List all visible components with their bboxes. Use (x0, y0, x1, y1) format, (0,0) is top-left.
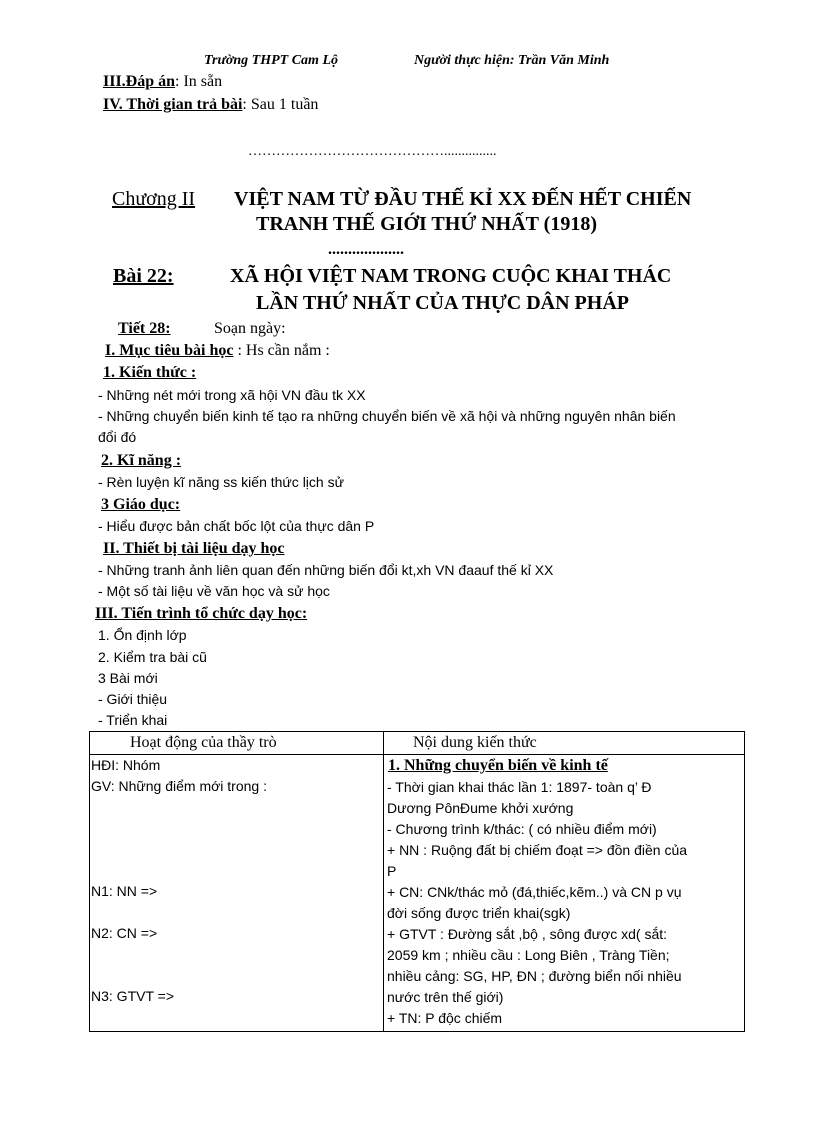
content-line: P (387, 863, 397, 879)
content-line: - Thời gian khai thác lần 1: 1897- toàn q’ Đ (387, 779, 652, 795)
knowledge-item: - Những nét mới trong xã hội VN đầu tk XX (98, 387, 366, 403)
objectives-line (105, 342, 330, 360)
prep-date: Soạn ngày: (214, 320, 286, 337)
knowledge-item: - Những chuyển biến kinh tế tạo ra những chuyển biến về xã hội và những nguyên nhân biến (98, 408, 676, 424)
education-item: - Hiểu được bản chất bốc lột của thực dân P (98, 518, 375, 534)
divider-dots: ……………………………………............... (248, 144, 497, 159)
chapter-label: Chương II (112, 188, 196, 210)
activity-line: N2: CN => (91, 925, 158, 941)
activity-line: GV: Những điểm mới trong : (91, 778, 267, 794)
activity-line (90, 902, 383, 923)
process-step: 3 Bài mới (98, 670, 158, 686)
table-header-cell (90, 732, 384, 755)
materials-item: - Những tranh ảnh liên quan đến những biến đổi kt,xh VN đaauf thế kỉ XX (98, 562, 554, 578)
content-line: - Chương trình k/thác: ( có nhiều điểm mới) (387, 821, 657, 837)
objectives-suffix: : Hs cần nắm : (233, 342, 330, 359)
process-sub-item: - Giới thiệu (98, 691, 168, 707)
activity-line: HĐI: Nhóm (91, 757, 161, 773)
activity-line (90, 944, 383, 965)
skills-item: - Rèn luyện kĩ năng ss kiến thức lịch sử (98, 474, 344, 490)
content-line: 2059 km ; nhiều cầu : Long Biên , Tràng Tiền; (387, 947, 670, 963)
return-time-value: : Sau 1 tuần (242, 96, 319, 113)
answer-label: III.Đáp án (103, 73, 176, 90)
materials-heading: II. Thiết bị tài liệu dạy học (103, 540, 285, 557)
chapter-title-line1: VIỆT NAM TỪ ĐẦU THẾ KỈ XX ĐẾN HẾT CHIẾN (234, 188, 692, 210)
lesson-label: Bài 22: (113, 265, 174, 287)
knowledge-item: đổi đó (98, 429, 137, 445)
chapter-dots: ................... (328, 241, 404, 258)
objectives-heading: I. Mục tiêu bài học (105, 342, 234, 359)
content-line: Dương PônĐume khởi xướng (387, 800, 574, 816)
content-line: đời sống được triển khai(sgk) (387, 905, 571, 921)
process-sub-item: - Triển khai (98, 712, 168, 728)
process-heading: III. Tiến trình tổ chức dạy học: (95, 605, 308, 622)
answer-value: : In sẵn (175, 73, 223, 90)
process-step: 1. Ổn định lớp (98, 627, 187, 643)
chapter-title-line2: TRANH THẾ GIỚI THỨ NHẤT (1918) (256, 213, 597, 235)
return-time-label: IV. Thời gian trả bài (103, 96, 243, 113)
table-row (90, 755, 745, 1032)
content-line: + NN : Ruộng đất bị chiếm đoạt => đồn điền của (387, 842, 688, 858)
col2-header: Nội dung kiến thức (413, 734, 537, 751)
content-line: nhiều cảng: SG, HP, ĐN ; đường biển nối nhiều (387, 968, 682, 984)
education-heading: 3 Giáo dục: (101, 496, 181, 513)
process-step: 2. Kiểm tra bài cũ (98, 649, 207, 665)
return-time-line (103, 96, 318, 114)
content-line: + GTVT : Đường sắt ,bộ , sông được xd( sắt: (387, 926, 668, 942)
lesson-title-line2: LẦN THỨ NHẤT CỦA THỰC DÂN PHÁP (256, 292, 629, 314)
activity-cell (90, 755, 384, 1032)
activity-line: N1: NN => (91, 883, 158, 899)
knowledge-heading: 1. Kiến thức : (103, 364, 197, 381)
activity-line (90, 797, 383, 818)
school-name: Trường THPT Cam Lộ (204, 53, 338, 68)
lesson-title-line1: XÃ HỘI VIỆT NAM TRONG CUỘC KHAI THÁC (230, 265, 672, 287)
content-heading: 1. Những chuyển biến về kinh tế (388, 757, 608, 774)
activity-line (90, 818, 383, 839)
content-line: nước trên thế giới) (387, 989, 504, 1005)
skills-heading: 2. Kĩ năng : (101, 452, 182, 469)
materials-item: - Một số tài liệu về văn học và sử học (98, 583, 330, 599)
answer-line (103, 73, 222, 91)
lesson-table (89, 731, 745, 1032)
content-cell (384, 755, 745, 1032)
period-label: Tiết 28: (118, 320, 171, 337)
table-header-row (90, 732, 745, 755)
activity-line (90, 965, 383, 986)
activity-line (90, 860, 383, 881)
content-line: + TN: P độc chiếm (387, 1010, 503, 1026)
content-line: + CN: CNk/thác mỏ (đá,thiếc,kẽm..) và CN p vụ (387, 884, 682, 900)
activity-line: N3: GTVT => (91, 988, 174, 1004)
col1-header: Hoạt động của thầy trò (130, 734, 277, 751)
activity-line (90, 839, 383, 860)
author-name: Người thực hiện: Trần Văn Minh (414, 53, 610, 68)
table-header-cell (384, 732, 745, 755)
